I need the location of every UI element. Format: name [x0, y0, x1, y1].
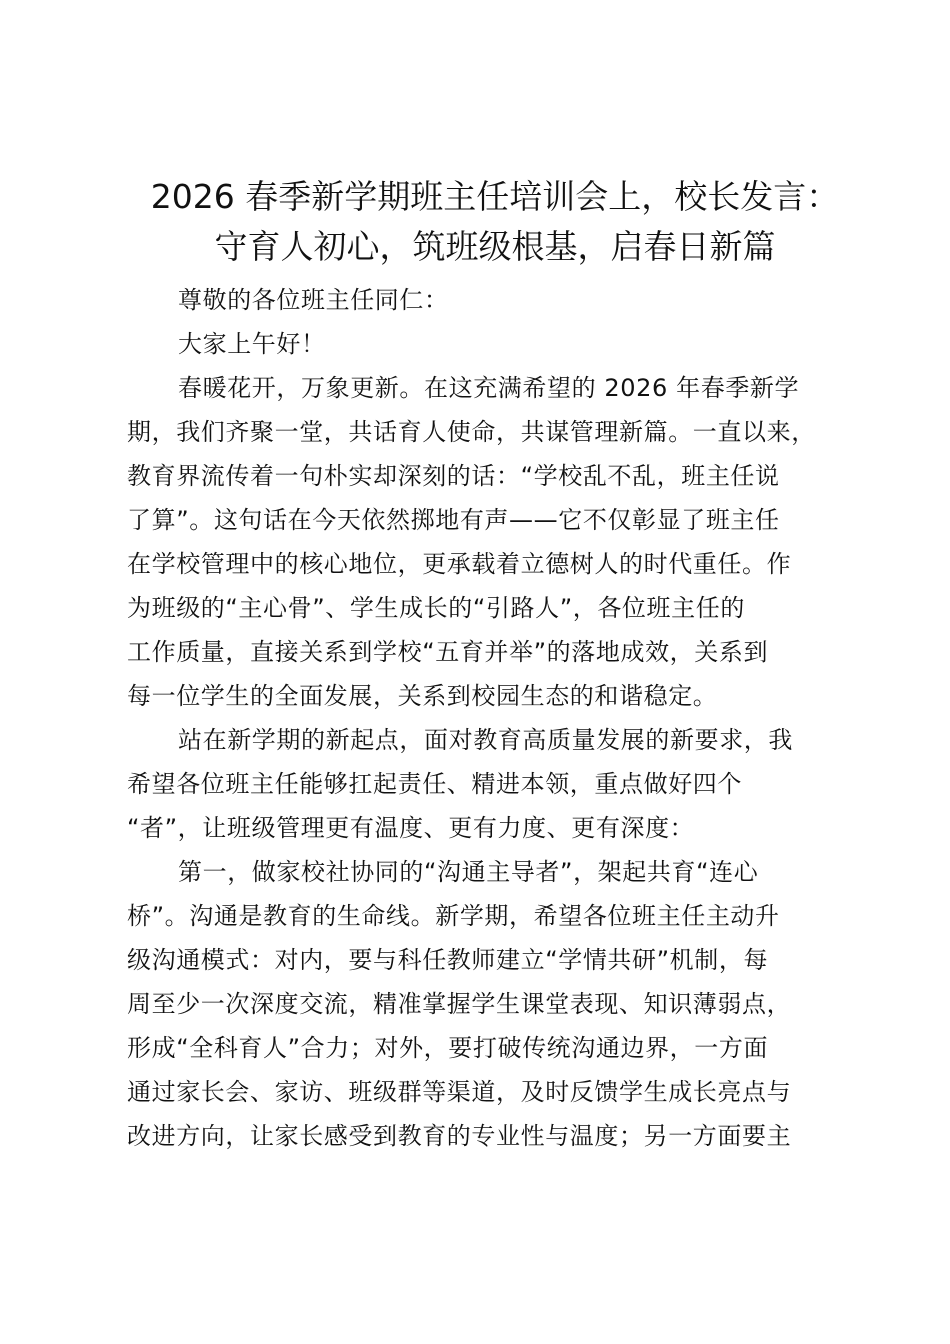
paragraph-line: 希望各位班主任能够扛起责任、精进本领，重点做好四个 — [127, 770, 742, 798]
paragraph-line: 期，我们齐聚一堂，共话育人使命，共谋管理新篇。一直以来， — [127, 418, 816, 446]
paragraph-line: 春暖花开，万象更新。在这充满希望的 2026 年春季新学 — [178, 374, 800, 402]
paragraph-line: 了算”。这句话在今天依然掷地有声——它不仅彰显了班主任 — [127, 506, 780, 534]
document-title-line-1: 2026 春季新学期班主任培训会上，校长发言： — [150, 177, 840, 216]
paragraph-line: “者”，让班级管理更有温度、更有力度、更有深度： — [127, 814, 695, 842]
paragraph-line: 工作质量，直接关系到学校“五育并举”的落地成效，关系到 — [127, 638, 769, 666]
salutation: 尊敬的各位班主任同仁： — [178, 286, 449, 314]
paragraph-line: 教育界流传着一句朴实却深刻的话：“学校乱不乱，班主任说 — [127, 462, 780, 490]
paragraph-line: 第一，做家校社协同的“沟通主导者”，架起共育“连心 — [178, 858, 759, 886]
document-body — [127, 278, 857, 1158]
paragraph-line: 为班级的“主心骨”、学生成长的“引路人”，各位班主任的 — [127, 594, 745, 622]
paragraph-line: 改进方向，让家长感受到教育的专业性与温度；另一方面要主 — [127, 1122, 792, 1150]
paragraph-line: 周至少一次深度交流，精准掌握学生课堂表现、知识薄弱点， — [127, 990, 792, 1018]
paragraph-line: 站在新学期的新起点，面对教育高质量发展的新要求，我 — [178, 726, 793, 754]
paragraph-line: 每一位学生的全面发展，关系到校园生态的和谐稳定。 — [127, 682, 718, 710]
greeting: 大家上午好！ — [178, 330, 326, 358]
paragraph-line: 级沟通模式：对内，要与科任教师建立“学情共研”机制，每 — [127, 946, 769, 974]
paragraph-line: 形成“全科育人”合力；对外，要打破传统沟通边界，一方面 — [127, 1034, 769, 1062]
paragraph-line: 在学校管理中的核心地位，更承载着立德树人的时代重任。作 — [127, 550, 792, 578]
document-title-line-2: 守育人初心，筑班级根基，启春日新篇 — [214, 227, 776, 266]
paragraph-line: 桥”。沟通是教育的生命线。新学期，希望各位班主任主动升 — [127, 902, 780, 930]
paragraph-line: 通过家长会、家访、班级群等渠道，及时反馈学生成长亮点与 — [127, 1078, 792, 1106]
